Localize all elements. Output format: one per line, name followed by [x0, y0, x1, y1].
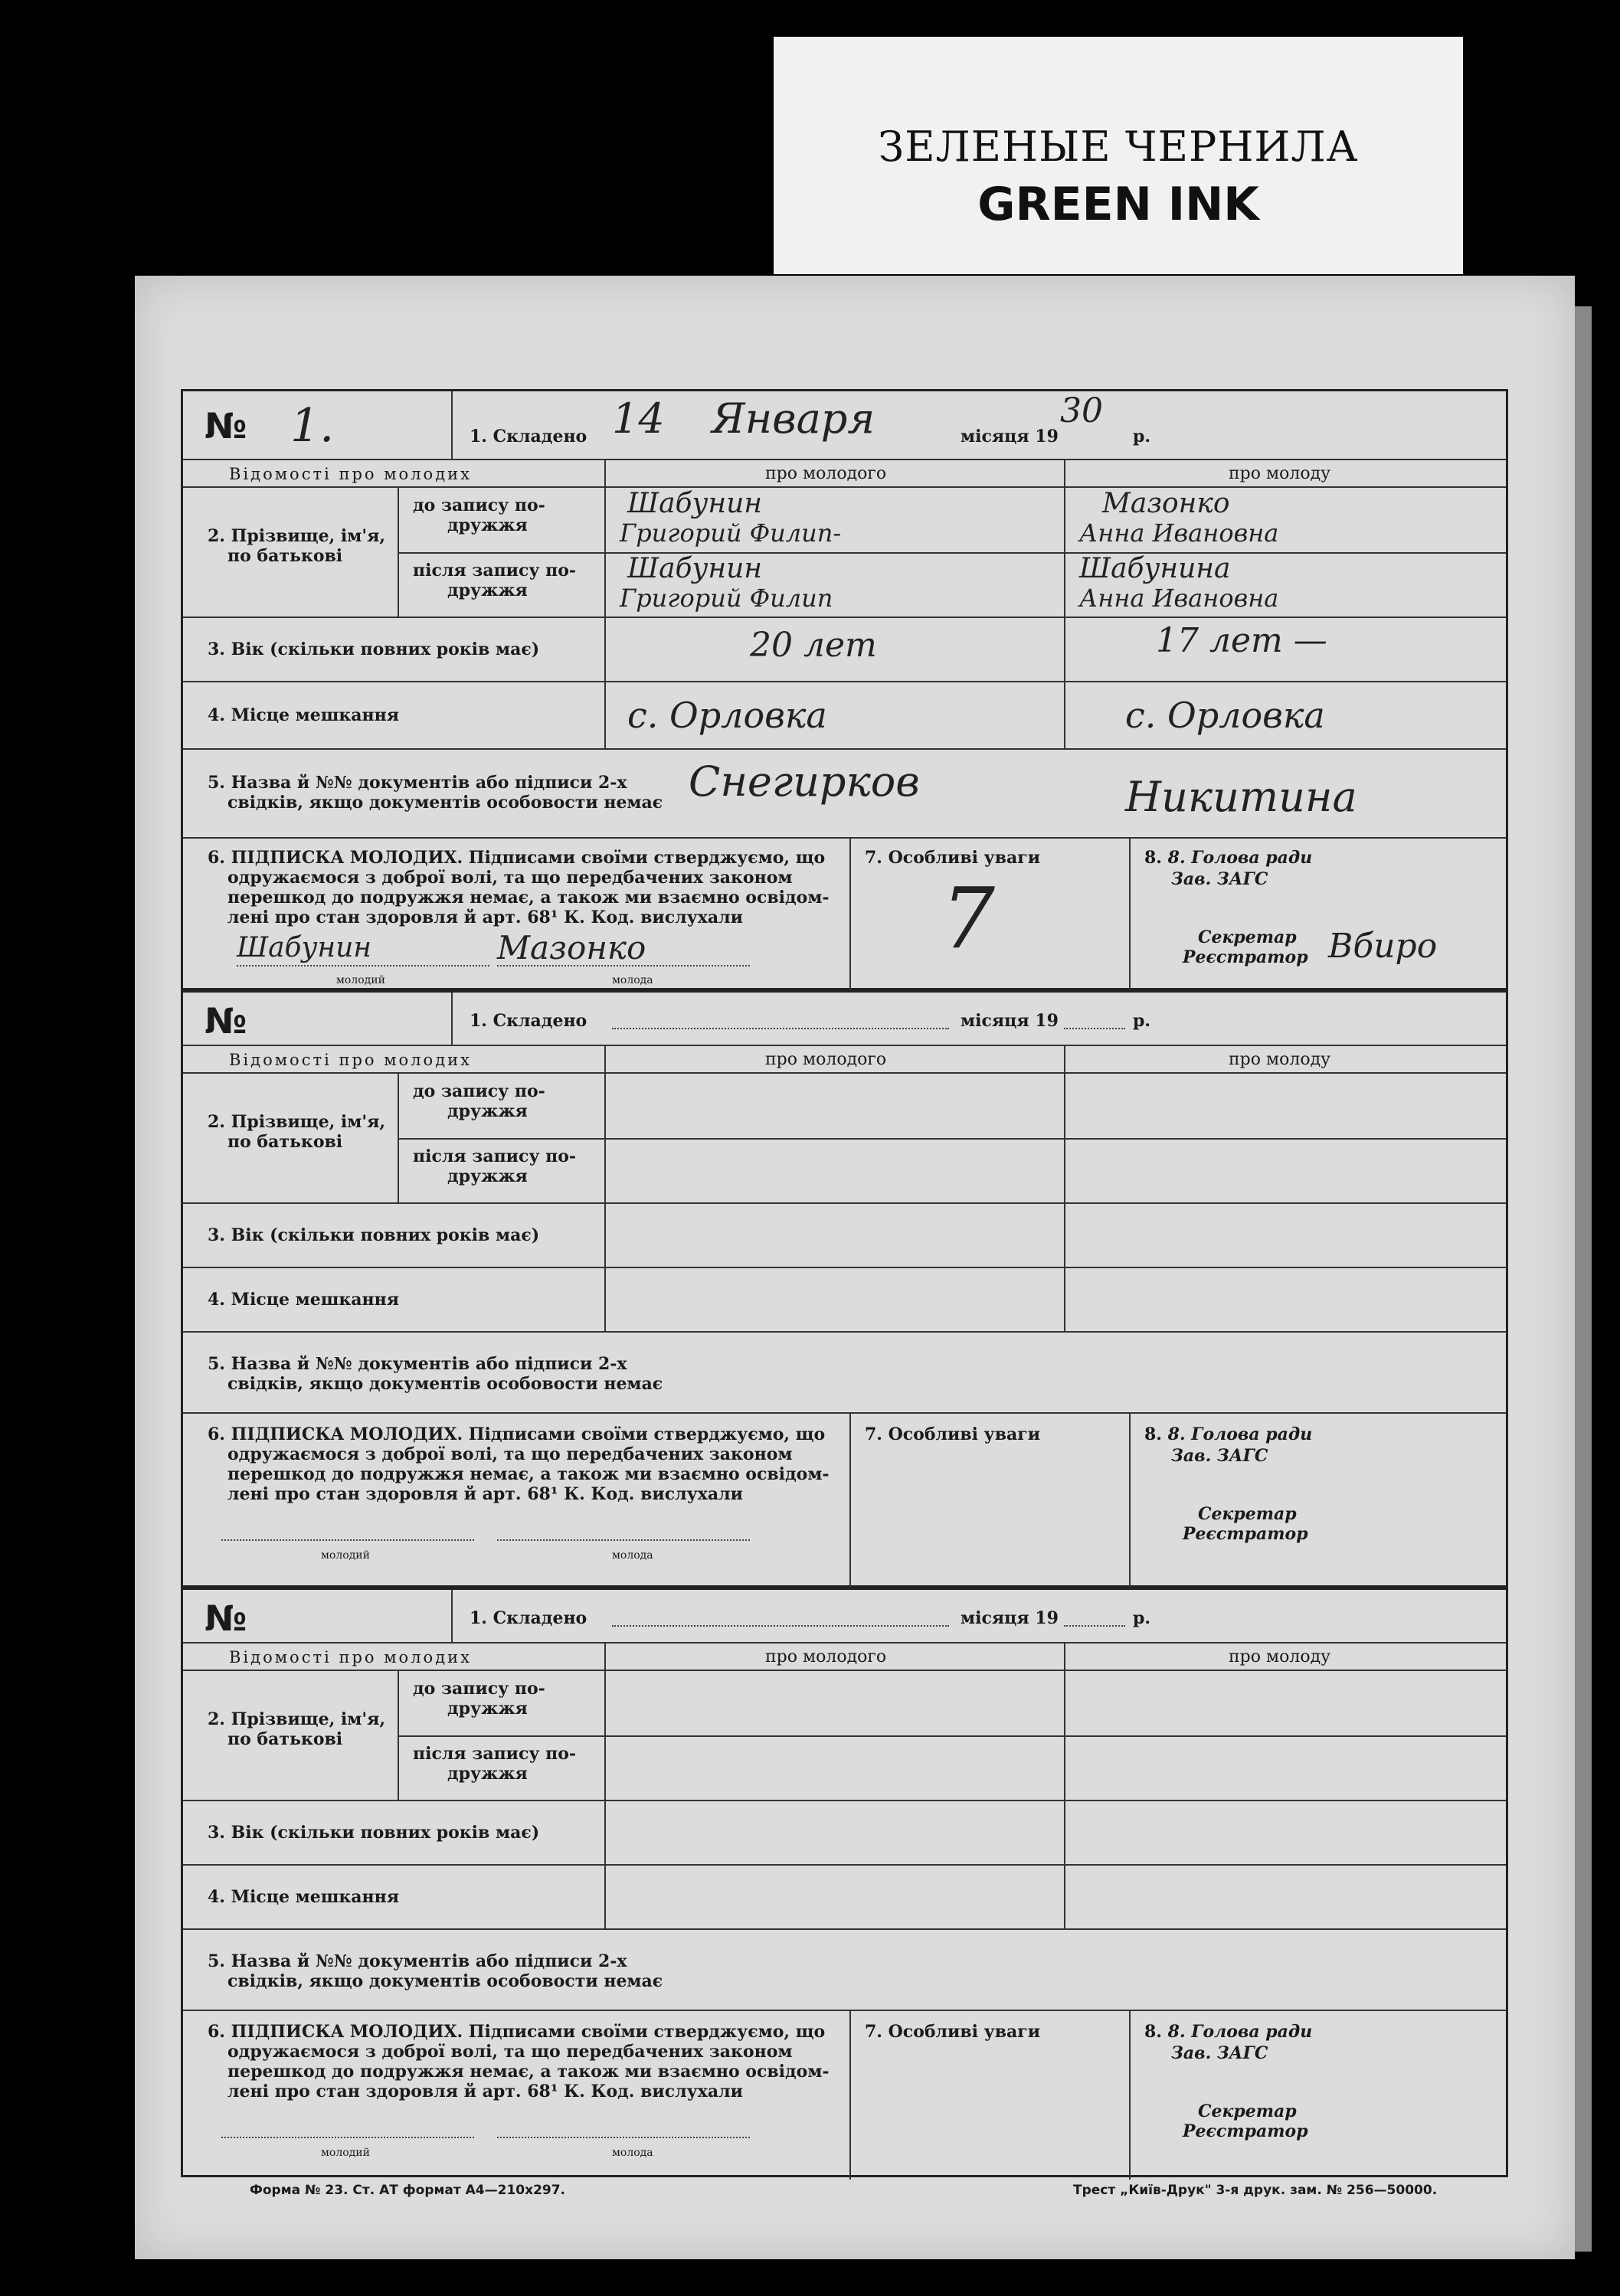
age-row	[183, 618, 1506, 682]
groom-header: про молодого	[765, 464, 887, 483]
groom-after-surname: Шабунин	[627, 553, 763, 584]
groom-signature: Шабунин	[237, 932, 372, 963]
secretary-label: Секретар	[1198, 1504, 1297, 1524]
documents-row	[183, 1333, 1506, 1414]
docs-label-1: 5. Назва й №№ документів або підписи 2-х	[208, 773, 627, 793]
name-label-2: по батькові	[227, 1132, 343, 1152]
sign-label-2: одружаємося з доброї волі, та що передбачених законом	[227, 1444, 793, 1464]
columns-header	[183, 460, 1506, 488]
zags-label: Зав. ЗАГС	[1171, 1446, 1268, 1466]
month-label: місяця 19	[961, 427, 1059, 446]
record-1	[181, 389, 1508, 990]
composed-label: 1. Складено	[470, 1608, 587, 1628]
ink-note-label	[774, 37, 1463, 274]
signature-row	[183, 1414, 1506, 1590]
sign-label-1: 6. ПІДПИСКА МОЛОДИХ. Підписами своїми стверджуємо, що	[208, 848, 826, 868]
info-header: Відомості про молодих	[229, 1051, 472, 1069]
witness-1: Снегирков	[689, 757, 920, 806]
before-label-1: до запису по-	[413, 496, 545, 515]
signature-row	[183, 839, 1506, 993]
bride-header: про молоду	[1229, 1050, 1331, 1069]
secretary-label: Секретар	[1198, 927, 1297, 947]
name-row	[183, 1671, 1506, 1801]
docs-label-2: свідків, якщо документів особовости немає	[227, 1971, 663, 1991]
record-header	[183, 1590, 1506, 1644]
month-label: місяця 19	[961, 1011, 1059, 1031]
docs-label-2: свідків, якщо документів особовости немає	[227, 1374, 663, 1394]
after-label-2: дружжя	[447, 1166, 528, 1186]
bride-before-surname: Мазонко	[1102, 488, 1230, 519]
name-row	[183, 1074, 1506, 1204]
name-row	[183, 488, 1506, 618]
age-row	[183, 1801, 1506, 1866]
sign-label-2: одружаємося з доброї волі, та що передбачених законом	[227, 2042, 793, 2062]
footer-printer-info: Трест „Київ-Друк" 3-я друк. зам. № 256—50000.	[1073, 2183, 1438, 2198]
bride-after-given: Анна Ивановна	[1079, 584, 1279, 613]
age-label: 3. Вік (скільки повних років має)	[208, 1225, 540, 1245]
name-label-1: 2. Прізвище, ім'я,	[208, 1112, 386, 1132]
sign-label-4: лені про стан здоровля й арт. 68¹ К. Код. вислухали	[227, 908, 743, 927]
age-row	[183, 1204, 1506, 1268]
residence-row	[183, 682, 1506, 750]
witness-2: Никитина	[1125, 773, 1357, 821]
after-label-1: після запису по-	[413, 1744, 577, 1764]
record-year: 30	[1060, 391, 1103, 430]
age-label: 3. Вік (скільки повних років має)	[208, 639, 540, 659]
notes-label: 7. Особливі уваги	[865, 1424, 1041, 1444]
groom-before-given: Григорий Филип-	[620, 518, 842, 548]
info-header: Відомості про молодих	[229, 465, 472, 483]
residence-row	[183, 1866, 1506, 1930]
bride-before-given: Анна Ивановна	[1079, 518, 1279, 548]
year-suffix: р.	[1133, 1011, 1151, 1031]
name-label-2: по батькові	[227, 546, 343, 566]
residence-label: 4. Місце мешкання	[208, 705, 399, 725]
info-header: Відомості про молодих	[229, 1648, 472, 1666]
bride-sig-label: молода	[612, 2147, 653, 2159]
groom-before-surname: Шабунин	[627, 488, 763, 519]
documents-row	[183, 1930, 1506, 2011]
before-label-2: дружжя	[447, 515, 528, 535]
bride-header: про молоду	[1229, 464, 1331, 483]
record-number: 1.	[290, 399, 335, 453]
before-label-1: до запису по-	[413, 1679, 545, 1699]
record-no-label: №	[205, 405, 247, 446]
docs-label-2: свідків, якщо документів особовости немає	[227, 793, 663, 813]
ink-note-ru: ЗЕЛЕНЫЕ ЧЕРНИЛА	[878, 123, 1359, 171]
composed-label: 1. Складено	[470, 427, 587, 446]
bride-sig-label: молода	[612, 1549, 653, 1562]
groom-age: 20 лет	[750, 626, 877, 665]
register-sheet	[135, 276, 1575, 2259]
head-label-text: 8. Голова ради	[1167, 848, 1313, 868]
sign-label-3: перешкод до подружжя немає, а також ми взаємно освідом-	[227, 888, 830, 908]
docs-label-1: 5. Назва й №№ документів або підписи 2-х	[208, 1951, 627, 1971]
record-3	[181, 1588, 1508, 2177]
notes-label: 7. Особливі уваги	[865, 848, 1041, 868]
registrar-signature: Вбиро	[1328, 927, 1438, 966]
sign-label-4: лені про стан здоровля й арт. 68¹ К. Код. вислухали	[227, 2082, 743, 2101]
notes-mark: 7	[941, 869, 995, 967]
sign-label-3: перешкод до подружжя немає, а також ми взаємно освідом-	[227, 1464, 830, 1484]
sign-label-1: 6. ПІДПИСКА МОЛОДИХ. Підписами своїми стверджуємо, що	[208, 2022, 826, 2042]
after-label-1: після запису по-	[413, 561, 577, 581]
after-label-2: дружжя	[447, 1764, 528, 1784]
secretary-label: Секретар	[1198, 2101, 1297, 2121]
sign-label-4: лені про стан здоровля й арт. 68¹ К. Код. вислухали	[227, 1484, 743, 1504]
documents-row	[183, 750, 1506, 839]
head-label-text: 8. Голова ради	[1167, 1424, 1313, 1444]
groom-header: про молодого	[765, 1050, 887, 1069]
groom-header: про молодого	[765, 1647, 887, 1666]
sign-label-3: перешкод до подружжя немає, а також ми взаємно освідом-	[227, 2062, 830, 2082]
groom-sig-label: молодий	[321, 2147, 370, 2159]
sheet-edge	[1575, 306, 1592, 2252]
registrar-label: Реєстратор	[1183, 947, 1308, 967]
columns-header	[183, 1046, 1506, 1074]
composed-label: 1. Складено	[470, 1011, 587, 1031]
residence-row	[183, 1268, 1506, 1333]
residence-label: 4. Місце мешкання	[208, 1290, 399, 1310]
bride-header: про молоду	[1229, 1647, 1331, 1666]
record-header	[183, 993, 1506, 1046]
notes-label: 7. Особливі уваги	[865, 2022, 1041, 2042]
name-label-2: по батькові	[227, 1729, 343, 1749]
bride-after-surname: Шабунина	[1079, 553, 1231, 584]
after-label-2: дружжя	[447, 581, 528, 600]
after-label-1: після запису по-	[413, 1146, 577, 1166]
bride-residence: с. Орловка	[1125, 695, 1325, 736]
record-2	[181, 990, 1508, 1588]
head-label: 8. 8. Голова ради	[1144, 848, 1313, 868]
head-label: 8. 8. Голова ради	[1144, 1424, 1313, 1444]
docs-label-1: 5. Назва й №№ документів або підписи 2-х	[208, 1354, 627, 1374]
record-header	[183, 391, 1506, 460]
groom-after-given: Григорий Филип	[620, 584, 833, 613]
before-label-2: дружжя	[447, 1699, 528, 1719]
bride-signature: Мазонко	[497, 929, 646, 966]
record-no-label: №	[205, 1598, 247, 1639]
record-month: Января	[712, 394, 875, 443]
age-label: 3. Вік (скільки повних років має)	[208, 1823, 540, 1843]
sign-label-1: 6. ПІДПИСКА МОЛОДИХ. Підписами своїми стверджуємо, що	[208, 1424, 826, 1444]
zags-label: Зав. ЗАГС	[1171, 869, 1268, 889]
ink-note-en: GREEN INK	[977, 178, 1259, 231]
registrar-label: Реєстратор	[1183, 1524, 1308, 1544]
name-label-1: 2. Прізвище, ім'я,	[208, 1709, 386, 1729]
columns-header	[183, 1644, 1506, 1671]
name-label-1: 2. Прізвище, ім'я,	[208, 526, 386, 546]
year-suffix: р.	[1133, 427, 1151, 446]
groom-residence: с. Орловка	[627, 695, 827, 736]
zags-label: Зав. ЗАГС	[1171, 2043, 1268, 2063]
head-label: 8. 8. Голова ради	[1144, 2022, 1313, 2042]
signature-row	[183, 2011, 1506, 2180]
before-label-2: дружжя	[447, 1101, 528, 1121]
head-label-text: 8. Голова ради	[1167, 2022, 1313, 2042]
registrar-label: Реєстратор	[1183, 2121, 1308, 2141]
footer-form-info: Форма № 23. Ст. АТ формат А4—210х297.	[250, 2183, 566, 2198]
residence-label: 4. Місце мешкання	[208, 1887, 399, 1907]
bride-age: 17 лет —	[1156, 621, 1327, 660]
groom-sig-label: молодий	[321, 1549, 370, 1562]
year-suffix: р.	[1133, 1608, 1151, 1628]
month-label: місяця 19	[961, 1608, 1059, 1628]
bride-sig-label: молода	[612, 974, 653, 986]
record-no-label: №	[205, 1000, 247, 1042]
before-label-1: до запису по-	[413, 1081, 545, 1101]
record-day: 14	[612, 394, 665, 443]
groom-sig-label: молодий	[336, 974, 385, 986]
sign-label-2: одружаємося з доброї волі, та що передбачених законом	[227, 868, 793, 888]
